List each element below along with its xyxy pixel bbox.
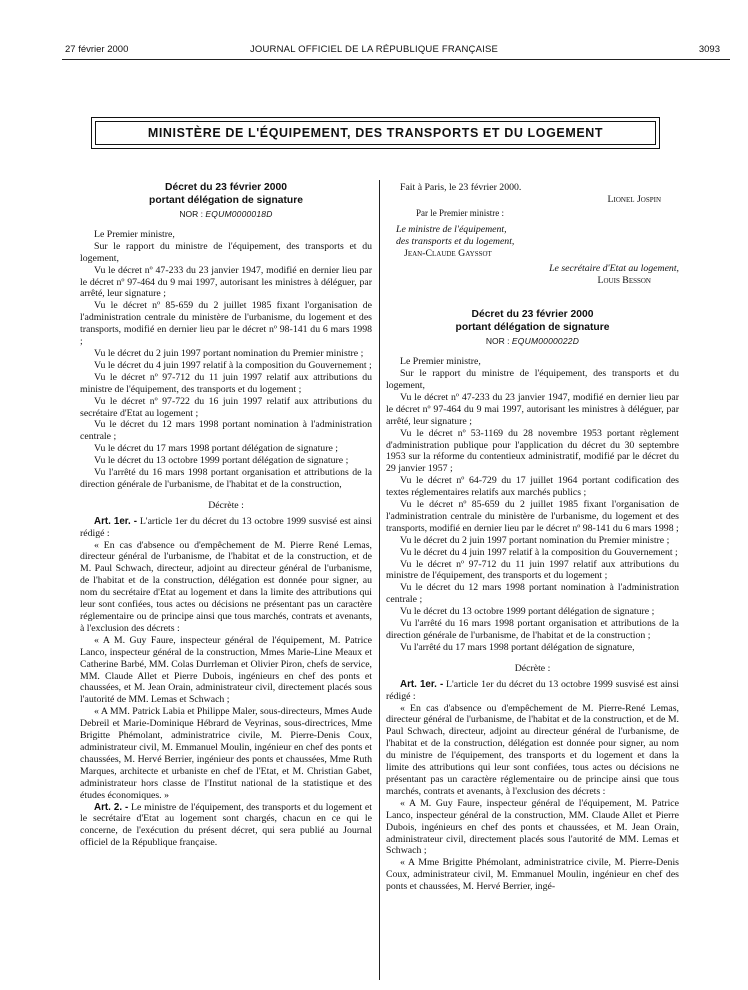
decree1-para: Vu l'arrêté du 16 mars 1998 portant organisation et attributions de la direction générale de l'urbanisme, de l'habitat et de la construction, bbox=[80, 467, 372, 490]
decree1-art2-label: Art. 2. - bbox=[94, 801, 129, 813]
decree2-title-line1: Décret du 23 février 2000 bbox=[471, 309, 594, 321]
decree1-title-line1: Décret du 23 février 2000 bbox=[165, 182, 287, 193]
ministry-box bbox=[91, 117, 660, 149]
decree1-para: Sur le rapport du ministre de l'équipement, des transports et du logement, bbox=[80, 240, 372, 264]
decree1-art1-text: L'article 1er du décret du 13 octobre 1999 susvisé est ainsi rédigé : bbox=[80, 515, 372, 539]
decree1-article2 bbox=[80, 802, 372, 850]
decree1-para: Vu le décret du 12 mars 1998 portant nomination à l'administration centrale ; bbox=[80, 419, 372, 443]
decree1-para: Vu le décret nº 47-233 du 23 janvier 1947, modifié en dernier lieu par le décret nº 97-464 du 9 mai 1997, autorisant les ministres à déléguer, par arrêté, leur signature ; bbox=[80, 264, 372, 300]
decree2-para: Le Premier ministre, bbox=[400, 356, 481, 368]
signature-minister-name: Jean-Claude Gayssot bbox=[404, 247, 492, 259]
decree1-nor-code: EQUM0000018D bbox=[205, 209, 273, 219]
decree2-nor-code: EQUM0000022D bbox=[511, 336, 580, 347]
decree2-para: Vu l'arrêté du 17 mars 1998 portant délégation de signature, bbox=[400, 641, 635, 653]
decree1-title-line2: portant délégation de signature bbox=[149, 194, 303, 206]
decree2-para: Vu l'arrêté du 16 mars 1998 portant organisation et attributions de la direction générale de l'urbanisme, de l'habitat et de la construction ; bbox=[386, 618, 679, 641]
decree1-para: Le Premier ministre, bbox=[94, 228, 175, 240]
decree1-art1-label: Art. 1er. - bbox=[94, 515, 138, 527]
decree2-para: Vu le décret du 12 mars 1998 portant nomination à l'administration centrale ; bbox=[386, 582, 679, 606]
column-divider bbox=[379, 180, 380, 980]
decree1-art2-text: Le ministre de l'équipement, des transports et du logement et le secrétaire d'Etat au logement sont chargés, chacun en ce qui le concerne, de l'exécution du présent décret, qui sera publié au Journal officiel de la République française. bbox=[80, 801, 373, 849]
signature-secretary-name: Louis Besson bbox=[597, 275, 651, 287]
header-journal-title: JOURNAL OFFICIEL DE LA RÉPUBLIQUE FRANÇAISE bbox=[249, 44, 499, 55]
decree2-article1 bbox=[386, 679, 679, 703]
decree2-art1-label: Art. 1er. - bbox=[400, 678, 444, 690]
decree1-article1 bbox=[80, 516, 372, 540]
decree2-nor-label: NOR : bbox=[485, 336, 510, 347]
signature-place-date: Fait à Paris, le 23 février 2000. bbox=[400, 182, 522, 193]
signature-minister-title1: Le ministre de l'équipement, bbox=[396, 223, 507, 235]
right-column bbox=[386, 182, 679, 893]
decree1-quote: « A MM. Patrick Labia et Philippe Maler, sous-directeurs, Mmes Aude Debreil et Marie-Dominique Hébrard de Veyrinas, sous-directrices, Mme Brigitte Phémolant, administratrice civile, M. Pierre-Denis Coux, administrateur civil, M. Emmanuel Moulin, ingénieur en chef des ponts et chaussées, M. Hervé Berrier, ingénieur des ponts et chaussées, Mme Ruth Marques, architecte et urbaniste en chef de l'Etat, et M. Christian Gabet, administrateur hors classe de l'Institut national de la statistique et des études économiques. » bbox=[80, 706, 372, 801]
decree2-para: Vu le décret nº 47-233 du 23 janvier 1947, modifié en dernier lieu par le décret nº 97-464 du 9 mai 1997, autorisant les ministres à déléguer, par arrêté, leur signature ; bbox=[386, 391, 679, 427]
decree2-nor bbox=[386, 336, 679, 348]
decree1-nor-label: NOR : bbox=[179, 209, 204, 219]
decree1-decrete: Décrète : bbox=[208, 499, 244, 511]
signature-pm-name: Lionel Jospin bbox=[607, 193, 661, 205]
decree2-para: Vu le décret nº 53-1169 du 28 novembre 1953 portant règlement d'administration publique pour l'application du décret du 30 septembre 1953 sur la réforme du contentieux administratif, modifié par le décret du 29 janvier 1957 ; bbox=[386, 427, 679, 475]
decree1-para: Vu le décret nº 85-659 du 2 juillet 1985 fixant l'organisation de l'administration centrale du ministère de l'urbanisme, du logement et des transports, modifié en dernier lieu par le décret nº 98-141 du 6 mars 1998 ; bbox=[80, 300, 372, 348]
decree2-decrete: Décrète : bbox=[514, 662, 551, 674]
decree2-para: Vu le décret du 2 juin 1997 portant nomination du Premier ministre ; bbox=[400, 534, 670, 546]
decree1-para: Vu le décret du 13 octobre 1999 portant délégation de signature ; bbox=[94, 455, 349, 467]
header-date: 27 février 2000 bbox=[65, 44, 129, 55]
ministry-title: MINISTÈRE DE L'ÉQUIPEMENT, DES TRANSPORTS ET DU LOGEMENT bbox=[147, 126, 604, 140]
decree1-para: Vu le décret du 4 juin 1997 relatif à la composition du Gouvernement ; bbox=[94, 359, 372, 371]
decree2-art1-text: L'article 1er du décret du 13 octobre 1999 susvisé est ainsi rédigé : bbox=[386, 678, 679, 702]
decree2-para: Vu le décret nº 97-712 du 11 juin 1997 relatif aux attributions du ministre de l'équipement, des transports et du logement ; bbox=[386, 558, 679, 582]
signature-secretary-title: Le secrétaire d'Etat au logement, bbox=[549, 263, 679, 275]
decree2-para: Vu le décret du 4 juin 1997 relatif à la composition du Gouvernement ; bbox=[400, 546, 678, 558]
decree2-para: Vu le décret du 13 octobre 1999 portant délégation de signature ; bbox=[400, 606, 655, 618]
decree2-quote: « A Mme Brigitte Phémolant, administratrice civile, M. Pierre-Denis Coux, administrateur civil, M. Emmanuel Moulin, ingénieur en chef des ponts et chaussées, M. Hervé Berrier, ingé- bbox=[386, 857, 679, 893]
decree1-nor bbox=[80, 209, 372, 221]
decree1-para: Vu le décret du 17 mars 1998 portant délégation de signature ; bbox=[94, 443, 338, 455]
decree1-quote: « A M. Guy Faure, inspecteur général de l'équipement, M. Patrice Lanco, inspecteur général de la construction, Mmes Marie-Line Meaux et Catherine Barbé, MM. Colas Durrleman et Olivier Piron, chefs de service, MM. Claude Allet et Pierre Dubois, ingénieurs en chef des ponts et chaussées, et M. Jean Orain, administrateur civil, directement placés sous l'autorité de MM. Lemas et Schwach ; bbox=[80, 634, 372, 706]
signature-minister-title2: des transports et du logement, bbox=[396, 235, 515, 247]
signature-par-le: Par le Premier ministre : bbox=[416, 207, 504, 218]
decree2-para: Vu le décret nº 64-729 du 17 juillet 1964 portant codification des textes réglementaires relatifs aux marchés publics ; bbox=[386, 475, 679, 499]
decree2-quote: « A M. Guy Faure, inspecteur général de l'équipement, M. Patrice Lanco, inspecteur général de la construction, MM. Claude Allet et Pierre Dubois, ingénieurs en chef des ponts et chaussées, et M. Jean Orain, administrateur civil, directement placés sous l'autorité de MM. Lemas et Schwach ; bbox=[386, 797, 679, 857]
decree2-para: Vu le décret nº 85-659 du 2 juillet 1985 fixant l'organisation de l'administration centrale du ministère de l'urbanisme, du logement et des transports, modifié en dernier lieu par le décret nº 98-141 du 6 mars 1998 ; bbox=[386, 499, 679, 534]
header-rule bbox=[62, 59, 730, 60]
page-header bbox=[0, 44, 748, 58]
decree2-title-line2: portant délégation de signature bbox=[455, 321, 610, 333]
decree2-para: Sur le rapport du ministre de l'équipement, des transports et du logement, bbox=[386, 368, 679, 391]
decree2-quote: « En cas d'absence ou d'empêchement de M. Pierre-René Lemas, directeur général de l'urbanisme, de l'habitat et de la construction, et de M. Paul Schwach, directeur, adjoint au directeur général de l'urbanisme, de l'habitat et de la construction, délégation est donnée pour signer, au nom du ministre de l'équipement, des transports et du logement et dans la limite des attributions qui leur sont confiées, tous actes ou décisions ne présentant pas un caractère réglementaire ou de principe ainsi que tous marchés, contrats et avenants, à l'exclusion des décrets : bbox=[386, 702, 679, 797]
decree1-para: Vu le décret nº 97-722 du 16 juin 1997 relatif aux attributions du secrétaire d'Etat au logement ; bbox=[80, 395, 372, 419]
decree1-para: Vu le décret du 2 juin 1997 portant nomination du Premier ministre ; bbox=[94, 347, 364, 359]
header-page-number: 3093 bbox=[698, 44, 720, 55]
decree1-para: Vu le décret nº 97-712 du 11 juin 1997 relatif aux attributions du ministre de l'équipement, des transports et du logement ; bbox=[80, 371, 372, 395]
left-column bbox=[80, 182, 372, 849]
decree1-quote: « En cas d'absence ou d'empêchement de M. Pierre René Lemas, directeur général de l'urbanisme, de l'habitat et de la construction, et de M. Paul Schwach, directeur, adjoint au directeur général de l'urbanisme, de l'habitat et de la construction, délégation est donnée pour signer, au nom du secrétaire d'Etat au logement et dans la limite des attributions qui leur sont confiées, tous actes ou décisions ne présentant pas un caractère réglementaire ou de principe ainsi que tous marchés, contrats et avenants, à l'exclusion des décrets : bbox=[80, 539, 372, 634]
